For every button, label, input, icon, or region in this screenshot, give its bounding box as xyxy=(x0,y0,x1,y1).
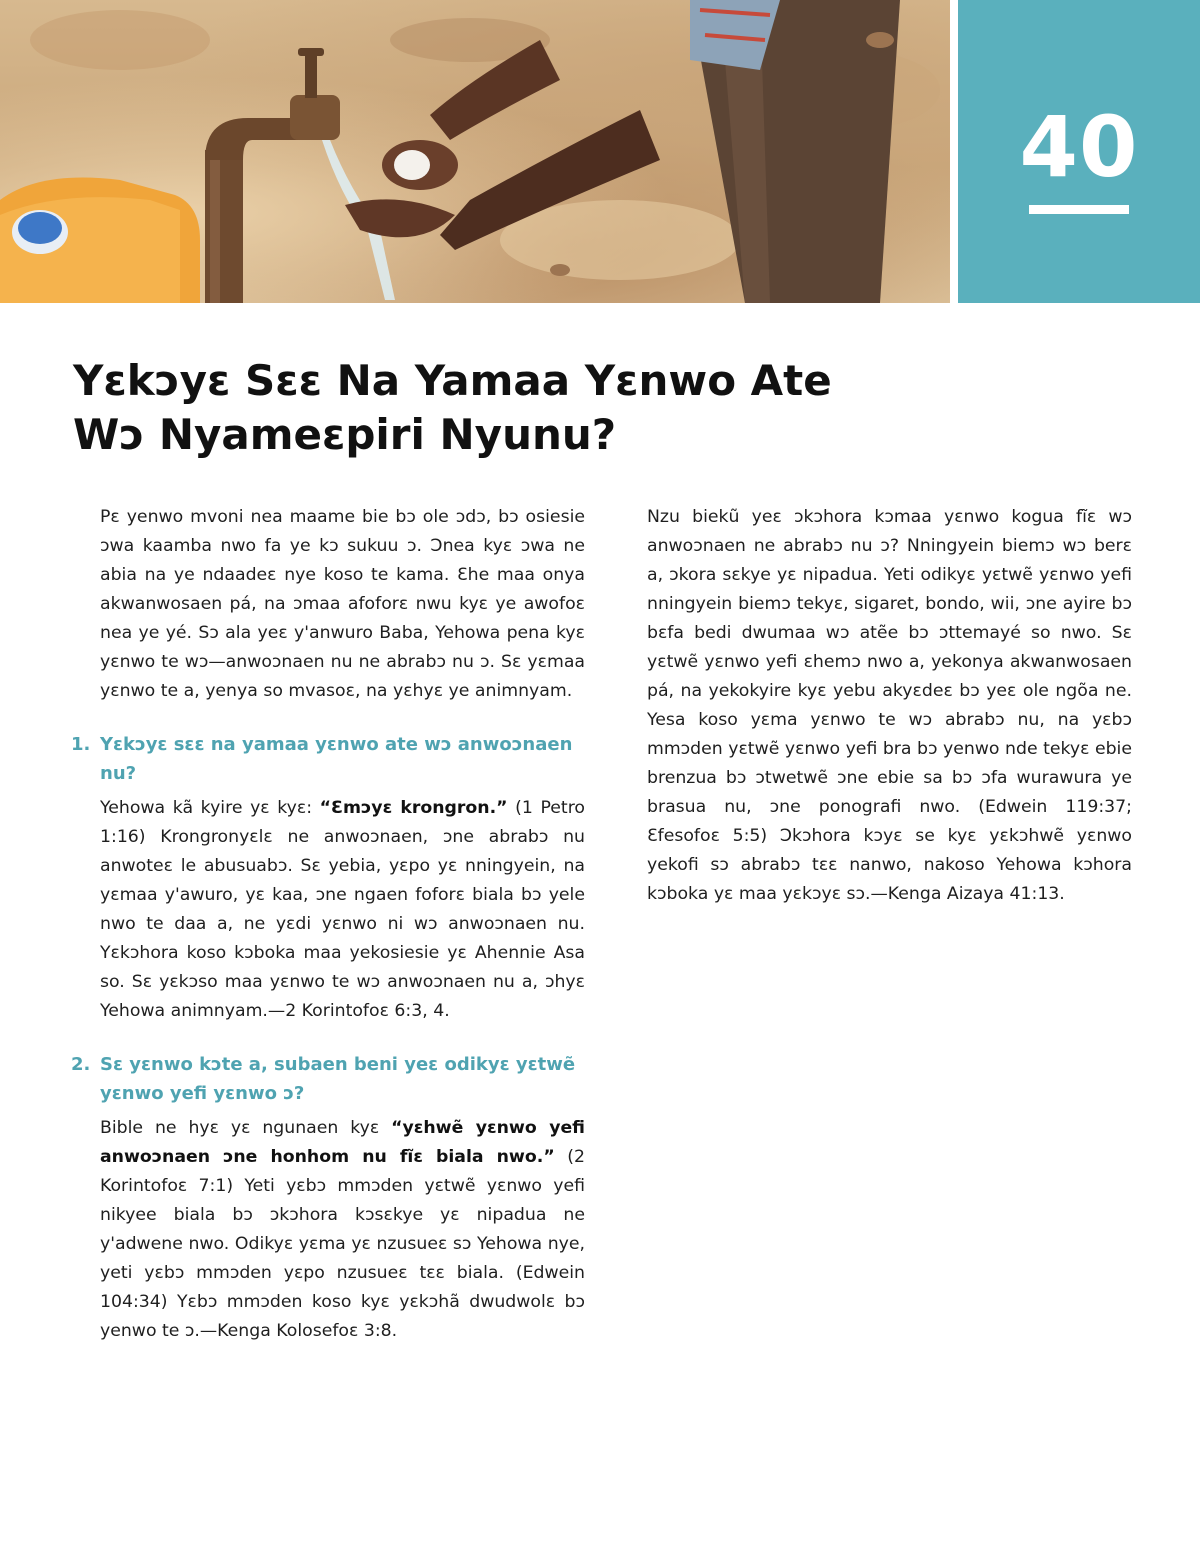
answer-2-scripture-quote: “yɛhwẽ yɛnwo yefi anwoɔnaen ɔne honhom nu fĩɛ biala nwo.” xyxy=(100,1118,585,1167)
answer-2-post: (2 Korintofoɛ 7:1) Yeti yɛbɔ mmɔden yɛtwẽ yɛnwo yefi nikyee biala bɔ ɔkɔhora kɔsɛkye yɛ nipadua ne y'adwene nwo. Odikyɛ yɛma yɛ nzusueɛ sɔ Yehowa nye, yeti yɛbɔ mmɔden yɛpo nzusueɛ tɛɛ biala. (Edwein 104:34) Yɛbɔ mmɔden koso kyɛ yɛkɔhã dwudwolɛ bɔ yenwo te ɔ.—Kenga Kolosefoɛ 3:8. xyxy=(100,1147,585,1341)
question-1 xyxy=(71,730,585,788)
lesson-number: 40 xyxy=(1019,98,1139,196)
right-column xyxy=(647,503,1132,922)
header-photo xyxy=(0,0,950,303)
left-column xyxy=(71,503,586,1359)
question-2 xyxy=(71,1050,585,1108)
question-2-text: Sɛ yɛnwo kɔte a, subaen beni yeɛ odikyɛ yɛtwẽ yɛnwo yefi yɛnwo ɔ? xyxy=(100,1054,576,1104)
answer-2-pre: Bible ne hyɛ yɛ ngunaen kyɛ xyxy=(100,1118,392,1138)
question-1-text: Yɛkɔyɛ sɛɛ na yamaa yɛnwo ate wɔ anwoɔnaen nu? xyxy=(100,734,573,784)
question-2-number: 2. xyxy=(71,1054,91,1075)
answer-1-pre: Yehowa kã kyire yɛ kyɛ: xyxy=(100,798,320,818)
answer-1-scripture-quote: “Ɛmɔyɛ krongron.” xyxy=(319,798,508,818)
intro-paragraph: Pɛ yenwo mvoni nea maame bie bɔ ole ɔdɔ, bɔ osiesie ɔwa kaamba nwo fa ye kɔ sukuu ɔ. Ɔnea kyɛ ɔwa ne abia na ye ndaadeɛ nye koso te kama. Ɛhe maa onya akwanwosaen pá, na ɔmaa afoforɛ nwu kyɛ ye awofoɛ nea ye yé. Sɔ ala yeɛ y'anwuro Baba, Yehowa pena kyɛ yɛnwo te wɔ—anwoɔnaen nu ne abrabɔ nu ɔ. Sɛ yɛmaa yɛnwo te a, yenya so mvasoɛ, na yɛhyɛ ye animnyam. xyxy=(100,507,585,701)
right-paragraph-2: Nzu biekũ yeɛ ɔkɔhora kɔmaa yɛnwo kogua fĩɛ wɔ anwoɔnaen ne abrabɔ nu ɔ? Nningyein biemɔ wɔ berɛ a, ɔkora sɛkye yɛ nipadua. Yeti odikyɛ yɛtwẽ yɛnwo yefi nningyein biemɔ tekyɛ, sigaret, bondo, wii, ɔne ayire bɔ bɛfa bedi dwumaa wɔ atẽe bɔ ɔttemayé so nwo. Sɛ yɛtwẽ yɛnwo yefi ɛhemɔ nwo a, yekonya akwanwosaen pá, na yekokyire kyɛ yebu akyɛdeɛ bɔ yeɛ ole ngõa ne. Yesa koso yɛma yɛnwo te wɔ abrabɔ nu, na yɛbɔ mmɔden yɛtwẽ yɛnwo yefi bra bɔ yenwo nde tekyɛ ebie brenzua bɔ ɔtwetwẽ ɔne ebie sa bɔ ɔfa wurawura ye brasua nu, ɔne ponografi nwo. (Edwein 119:37; Ɛfesofoɛ 5:5) Ɔkɔhora kɔyɛ se kyɛ yɛkɔhwẽ yɛnwo yekofi sɔ abrabɔ tɛɛ nanwo, nakoso Yehowa kɔhora kɔboka yɛ maa yɛkɔyɛ sɔ.—Kenga Aizaya 41:13. xyxy=(647,507,1132,904)
answer-1-paragraph xyxy=(100,794,585,1026)
handwashing-illustration xyxy=(0,0,950,303)
lesson-number-underline xyxy=(1029,205,1129,214)
answer-2-paragraph xyxy=(100,1114,585,1346)
answer-1-post: (1 Petro 1:16) Krongronyɛlɛ ne anwoɔnaen, ɔne abrabɔ nu anwoteɛ le abusuabɔ. Sɛ yebia, yɛpo yɛ nningyein, na yɛmaa y'awuro, yɛ kaa, ɔne ngaen foforɛ biala bɔ yele nwo te daa a, ne yɛdi yɛnwo ni wɔ anwoɔnaen nu. Yɛkɔhora koso kɔboka maa yekosiesie yɛ Ahennie Asa so. Sɛ yɛkɔso maa yɛnwo te wɔ anwoɔnaen nu a, ɔhyɛ Yehowa animnyam.—2 Korintofoɛ 6:3, 4. xyxy=(100,798,586,1021)
page-title-line1: Yɛkɔyɛ Sɛɛ Na Yamaa Yɛnwo Ate xyxy=(73,356,832,405)
lesson-number-block xyxy=(958,0,1200,303)
page-title xyxy=(73,354,893,462)
question-1-number: 1. xyxy=(71,734,91,755)
page-title-line2: Wɔ Nyameɛpiri Nyunu? xyxy=(73,410,617,459)
